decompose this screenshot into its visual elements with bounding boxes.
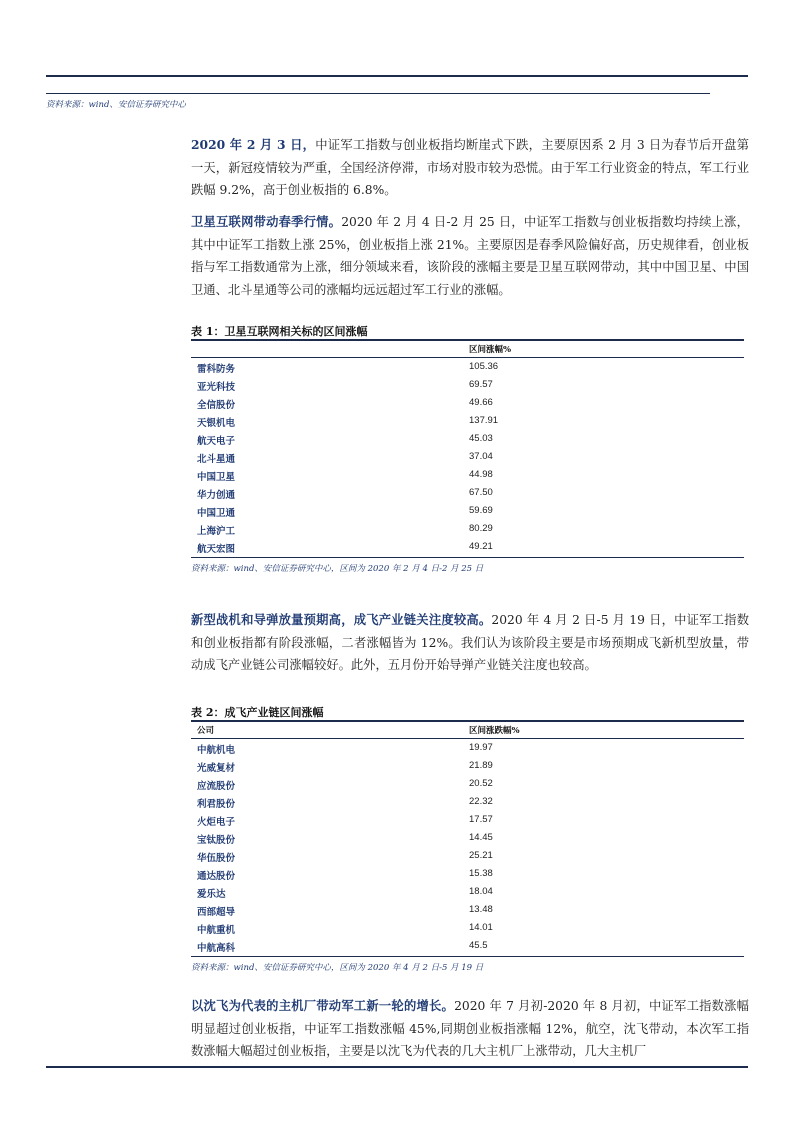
paragraph-chengfei (191, 609, 749, 677)
change-value: 69.57 (469, 379, 493, 390)
table-row (191, 502, 744, 520)
company-name: 航天宏图 (197, 544, 236, 555)
change-value: 20.52 (469, 778, 493, 789)
change-value: 18.04 (469, 886, 493, 897)
company-name: 中国卫星 (197, 472, 236, 483)
table-chengfei-bottom-rule (191, 956, 744, 957)
table-row (191, 829, 744, 847)
change-value: 15.38 (469, 868, 493, 879)
table-row (191, 937, 744, 955)
table-row (191, 358, 744, 376)
header-rule-second (46, 93, 710, 94)
table-satellite-bottom-rule (191, 557, 744, 558)
table-row (191, 775, 744, 793)
table-row (191, 793, 744, 811)
change-value: 80.29 (469, 523, 493, 534)
company-name: 中国卫通 (197, 508, 236, 519)
table-chengfei-col1-header: 公司 (197, 726, 215, 736)
company-name: 火炬电子 (197, 817, 236, 828)
company-name: 上海沪工 (197, 526, 236, 537)
company-name: 北斗星通 (197, 454, 236, 465)
change-value: 105.36 (469, 361, 499, 372)
paragraph-feb3 (191, 134, 749, 202)
change-value: 37.04 (469, 451, 493, 462)
table-row (191, 847, 744, 865)
company-name: 宝钛股份 (197, 835, 236, 846)
table-row (191, 520, 744, 538)
table-row (191, 466, 744, 484)
company-name: 亚光科技 (197, 382, 236, 393)
table-chengfei-top-rule (191, 720, 744, 722)
footer-rule (46, 1066, 748, 1068)
company-name: 利君股份 (197, 799, 236, 810)
company-name: 爱乐达 (197, 889, 226, 900)
change-value: 13.48 (469, 904, 493, 915)
paragraph-satellite-lead: 卫星互联网带动春季行情。 (191, 214, 342, 229)
change-value: 14.01 (469, 922, 493, 933)
table-satellite-title: 表 1：卫星互联网相关标的区间涨幅 (191, 325, 368, 338)
table-chengfei-col2-header: 区间涨跌幅% (469, 726, 520, 736)
table-chengfei-source: 资料来源：wind、安信证券研究中心，区间为 2020 年 4 月 2 日-5 月 19 日 (191, 963, 484, 973)
company-name: 华力创通 (197, 490, 236, 501)
company-name: 天银机电 (197, 418, 236, 429)
table-row (191, 538, 744, 556)
paragraph-satellite (191, 211, 749, 301)
table-row (191, 430, 744, 448)
change-value: 59.69 (469, 505, 493, 516)
paragraph-shenfei-body: 2020 年 7 月初-2020 年 8 月初，中证军工指数涨幅明显超过创业板指，中证军工指数涨幅 45%,同期创业板指涨幅 12%，航空，沈飞带动，本次军工指数涨幅大幅超过创业板指，主要是以沈飞为代表的几大主机厂上涨带动，几大主机厂 (191, 999, 749, 1059)
change-value: 19.97 (469, 742, 493, 753)
company-name: 中航机电 (197, 745, 236, 756)
change-value: 49.21 (469, 541, 493, 552)
table-row (191, 376, 744, 394)
company-name: 应流股份 (197, 781, 236, 792)
table-row (191, 739, 744, 757)
paragraph-feb3-lead: 2020 年 2 月 3 日， (191, 137, 316, 152)
chart-source-note: 资料来源：wind、安信证券研究中心 (46, 100, 186, 110)
company-name: 华伍股份 (197, 853, 236, 864)
change-value: 17.57 (469, 814, 493, 825)
table-satellite-col2-header: 区间涨幅% (469, 345, 512, 355)
company-name: 雷科防务 (197, 364, 236, 375)
table-row (191, 412, 744, 430)
change-value: 49.66 (469, 397, 493, 408)
change-value: 67.50 (469, 487, 493, 498)
change-value: 45.03 (469, 433, 493, 444)
change-value: 14.45 (469, 832, 493, 843)
change-value: 137.91 (469, 415, 499, 426)
company-name: 中航重机 (197, 925, 236, 936)
company-name: 西部超导 (197, 907, 236, 918)
paragraph-shenfei-lead: 以沈飞为代表的主机厂带动军工新一轮的增长。 (191, 998, 455, 1013)
header-rule-top (46, 75, 748, 77)
company-name: 中航高科 (197, 943, 236, 954)
paragraph-chengfei-body: 2020 年 4 月 2 日-5 月 19 日，中证军工指数和创业板指都有阶段涨幅，二者涨幅皆为 12%。我们认为该阶段主要是市场预期成飞新机型放量，带动成飞产业链公司涨幅较好。此外，五月份开始导弹产业链关注度也较高。 (191, 613, 749, 673)
table-row (191, 901, 744, 919)
change-value: 25.21 (469, 850, 493, 861)
table-chengfei-title: 表 2：成飞产业链区间涨幅 (191, 706, 324, 719)
change-value: 44.98 (469, 469, 493, 480)
table-row (191, 394, 744, 412)
change-value: 22.32 (469, 796, 493, 807)
table-row (191, 811, 744, 829)
company-name: 光威复材 (197, 763, 236, 774)
table-satellite-source: 资料来源：wind、安信证券研究中心，区间为 2020 年 2 月 4 日-2 月 25 日 (191, 564, 484, 574)
table-row (191, 757, 744, 775)
company-name: 通达股份 (197, 871, 236, 882)
company-name: 全信股份 (197, 400, 236, 411)
table-row (191, 484, 744, 502)
paragraph-chengfei-lead: 新型战机和导弹放量预期高，成飞产业链关注度较高。 (191, 612, 492, 627)
table-satellite-top-rule (191, 339, 744, 341)
paragraph-shenfei (191, 995, 749, 1063)
company-name: 航天电子 (197, 436, 236, 447)
table-row (191, 883, 744, 901)
change-value: 21.89 (469, 760, 493, 771)
change-value: 45.5 (469, 940, 488, 951)
table-row (191, 865, 744, 883)
table-row (191, 448, 744, 466)
table-row (191, 919, 744, 937)
paragraph-feb3-body: 中证军工指数与创业板指均断崖式下跌，主要原因系 2 月 3 日为春节后开盘第一天，新冠疫情较为严重，全国经济停滞，市场对股市较为恐慌。由于军工行业资金的特点，军工行业跌幅 9.2%，高于创业板指的 6.8%。 (191, 138, 749, 198)
paragraph-satellite-body: 2020 年 2 月 4 日-2 月 25 日，中证军工指数与创业板指数均持续上涨，其中中证军工指数上涨 25%，创业板指上涨 21%。主要原因是春季风险偏好高，历史规律看，创业板指与军工指数通常为上涨，细分领域来看，该阶段的涨幅主要是卫星互联网带动，其中中国卫星、中国卫通、北斗星通等公司的涨幅均远远超过军工行业的涨幅。 (191, 215, 749, 297)
